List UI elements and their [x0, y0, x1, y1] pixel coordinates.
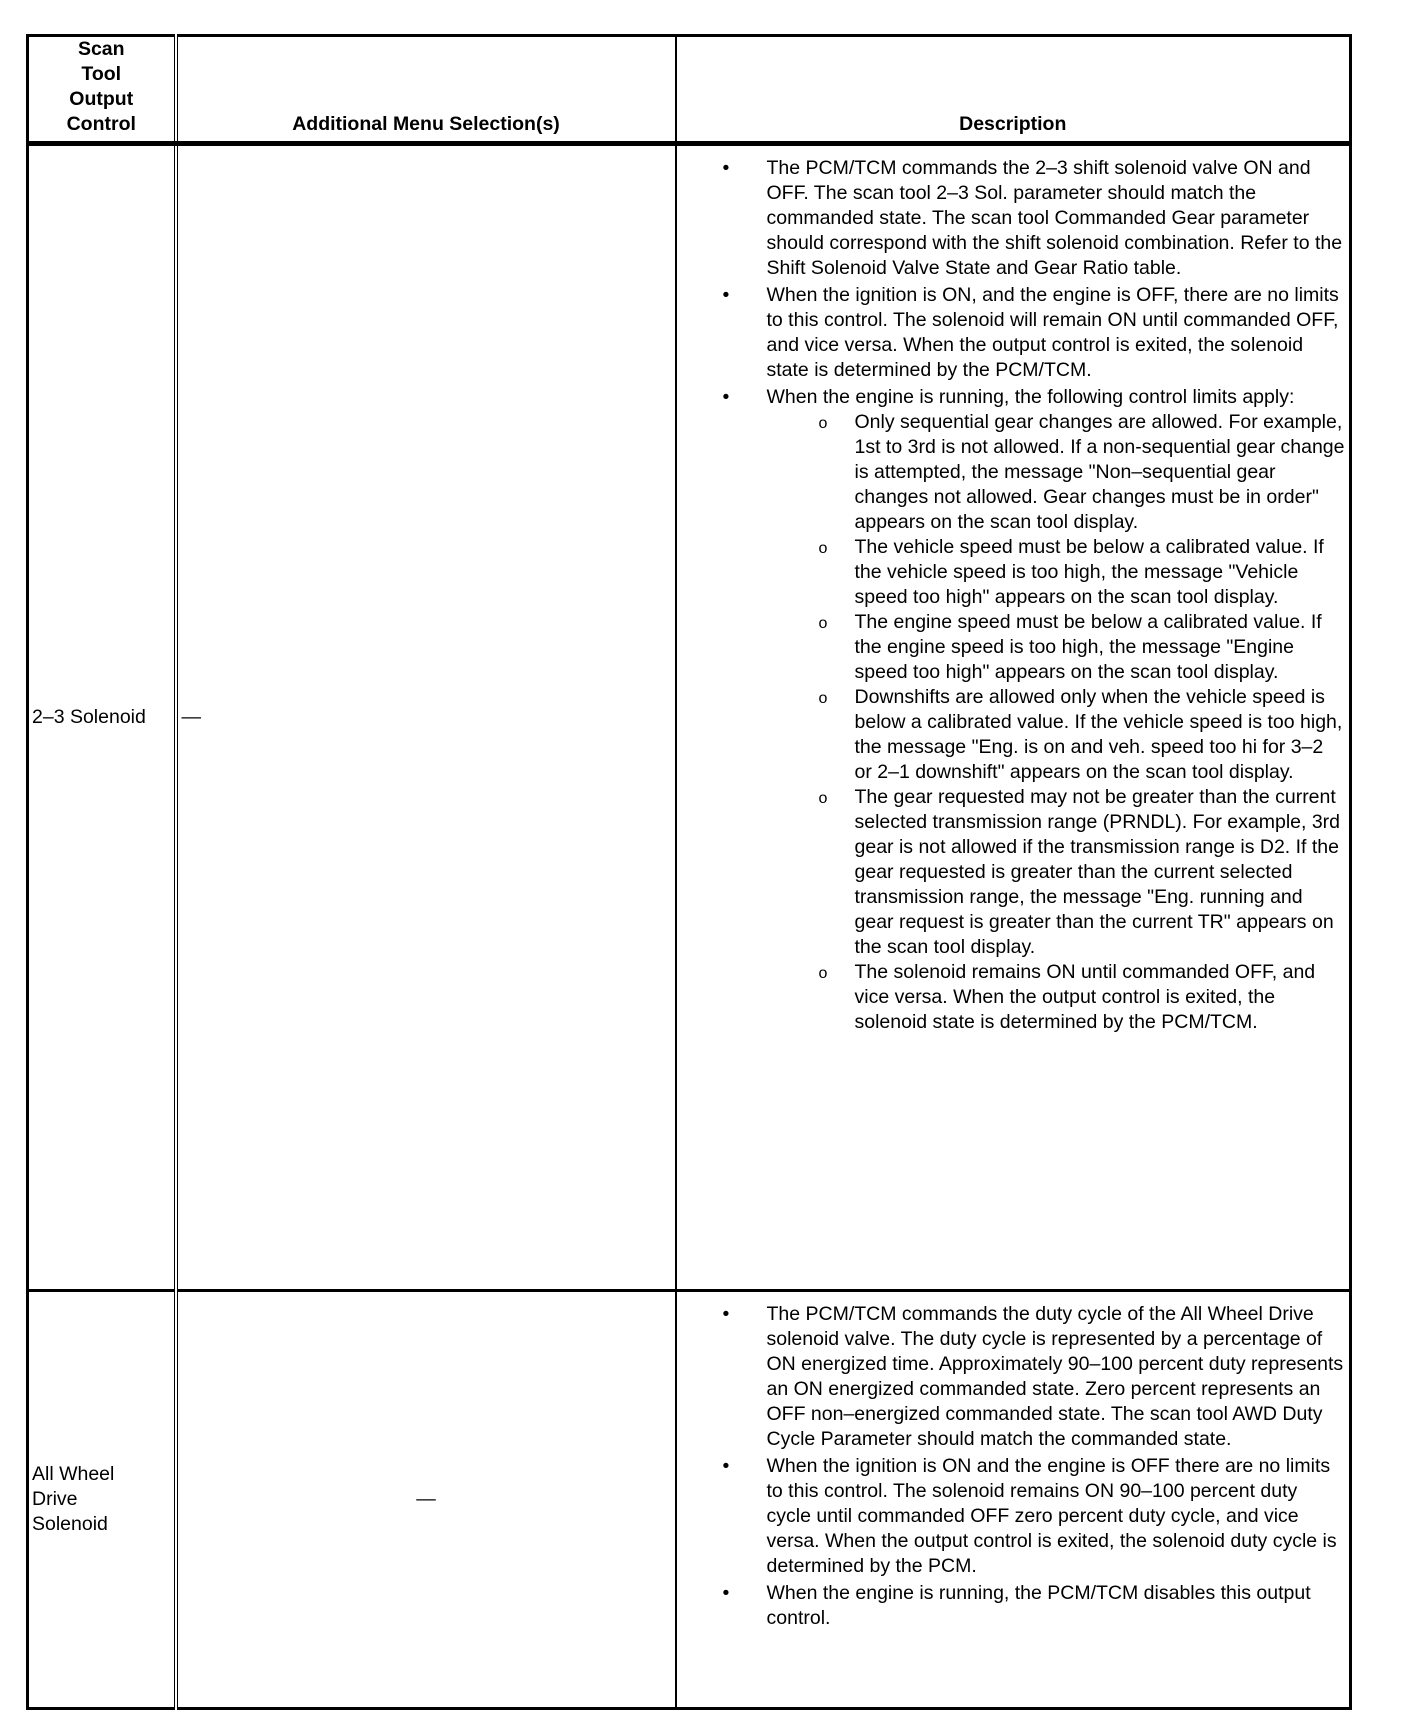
circle-bullet-icon: o	[818, 415, 828, 432]
item-text: The PCM/TCM commands the 2–3 shift solenoid valve ON and OFF. The scan tool 2–3 Sol. parameter should match the commanded state. The scan tool Commanded Gear parameter should correspond with the shift solenoid combination. Refer to the Shift Solenoid Valve State and Gear Ratio table.	[766, 157, 1343, 279]
table-row	[28, 1291, 1351, 1709]
sub-item-text: The solenoid remains ON until commanded OFF, and vice versa. When the output control is exited, the solenoid state is determined by the PCM/TCM.	[854, 961, 1316, 1033]
list-item	[677, 156, 1346, 281]
circle-bullet-icon: o	[818, 615, 828, 632]
sub-list-item	[767, 785, 1346, 960]
header-scan-tool-output-control	[28, 36, 176, 144]
circle-bullet-icon: o	[818, 965, 828, 982]
header-text: Scan Tool Output Control	[66, 38, 136, 135]
sub-item-text: Only sequential gear changes are allowed. For example, 1st to 3rd is not allowed. If a non-sequential gear change is attempted, the message "Non–sequential gear changes not allowed. Gear changes must be in order" appears on the scan tool display.	[854, 411, 1345, 533]
sub-item-text: The gear requested may not be greater than the current selected transmission range (PRNDL). For example, 3rd gear is not allowed if the transmission range is D2. If the gear requested is greater than the current selected transmission range, the message "Eng. running and gear request is greater than the current TR" appears on the scan tool display.	[854, 786, 1341, 958]
header-row	[28, 36, 1351, 144]
bullet-icon: •	[722, 1303, 730, 1325]
description-cell	[676, 144, 1351, 1291]
list-item	[677, 1302, 1346, 1452]
item-text: When the ignition is ON, and the engine is OFF, there are no limits to this control. The solenoid will remain ON until commanded OFF, and vice versa. When the output control is exited, the solenoid state is determined by the PCM/TCM.	[766, 284, 1339, 381]
description-cell	[676, 1291, 1351, 1709]
circle-bullet-icon: o	[818, 690, 828, 707]
bullet-icon: •	[722, 284, 730, 306]
item-text: The PCM/TCM commands the duty cycle of the All Wheel Drive solenoid valve. The duty cycle is represented by a percentage of ON energized time. Approximately 90–100 percent duty represents an ON energized commanded state. Zero percent represents an OFF non–energized commanded state. The scan tool AWD Duty Cycle Parameter should match the commanded state.	[766, 1303, 1344, 1450]
list-item	[677, 1454, 1346, 1579]
list-item	[677, 283, 1346, 383]
control-name-text: All Wheel Drive Solenoid	[32, 1463, 115, 1535]
sub-list-item	[767, 610, 1346, 685]
sub-list-item	[767, 960, 1346, 1035]
item-text: When the engine is running, the PCM/TCM disables this output control.	[766, 1582, 1311, 1629]
menu-selection: —	[176, 144, 676, 1291]
description-list	[677, 1302, 1346, 1631]
sub-item-text: The vehicle speed must be below a calibrated value. If the vehicle speed is too high, the message "Vehicle speed too high" appears on the scan tool display.	[854, 536, 1324, 608]
bullet-icon: •	[722, 157, 730, 179]
sub-list-item	[767, 535, 1346, 610]
menu-selection: —	[176, 1291, 676, 1709]
sub-item-text: The engine speed must be below a calibrated value. If the engine speed is too high, the message "Engine speed too high" appears on the scan tool display.	[854, 611, 1322, 683]
description-list	[677, 156, 1346, 1035]
sub-list-item	[767, 410, 1346, 535]
circle-bullet-icon: o	[818, 790, 828, 807]
sub-item-text: Downshifts are allowed only when the vehicle speed is below a calibrated value. If the vehicle speed is too high, the message "Eng. is on and veh. speed too hi for 3–2 or 2–1 downshift" appears on the scan tool display.	[854, 686, 1343, 783]
table-row	[28, 144, 1351, 1291]
sub-list	[767, 410, 1346, 1035]
list-item	[677, 1581, 1346, 1631]
circle-bullet-icon: o	[818, 540, 828, 557]
bullet-icon: •	[722, 386, 730, 408]
control-name	[28, 1291, 176, 1709]
bullet-icon: •	[722, 1582, 730, 1604]
list-item	[677, 385, 1346, 1035]
item-text: When the ignition is ON and the engine is OFF there are no limits to this control. The solenoid remains ON 90–100 percent duty cycle until commanded OFF zero percent duty cycle, and vice versa. When the output control is exited, the solenoid duty cycle is determined by the PCM.	[766, 1455, 1337, 1577]
item-text: When the engine is running, the following control limits apply:	[766, 386, 1295, 408]
header-description: Description	[676, 36, 1351, 144]
sub-list-item	[767, 685, 1346, 785]
scan-tool-output-control-table	[26, 34, 1352, 1710]
bullet-icon: •	[722, 1455, 730, 1477]
control-name: 2–3 Solenoid	[28, 144, 176, 1291]
header-additional-menu: Additional Menu Selection(s)	[176, 36, 676, 144]
